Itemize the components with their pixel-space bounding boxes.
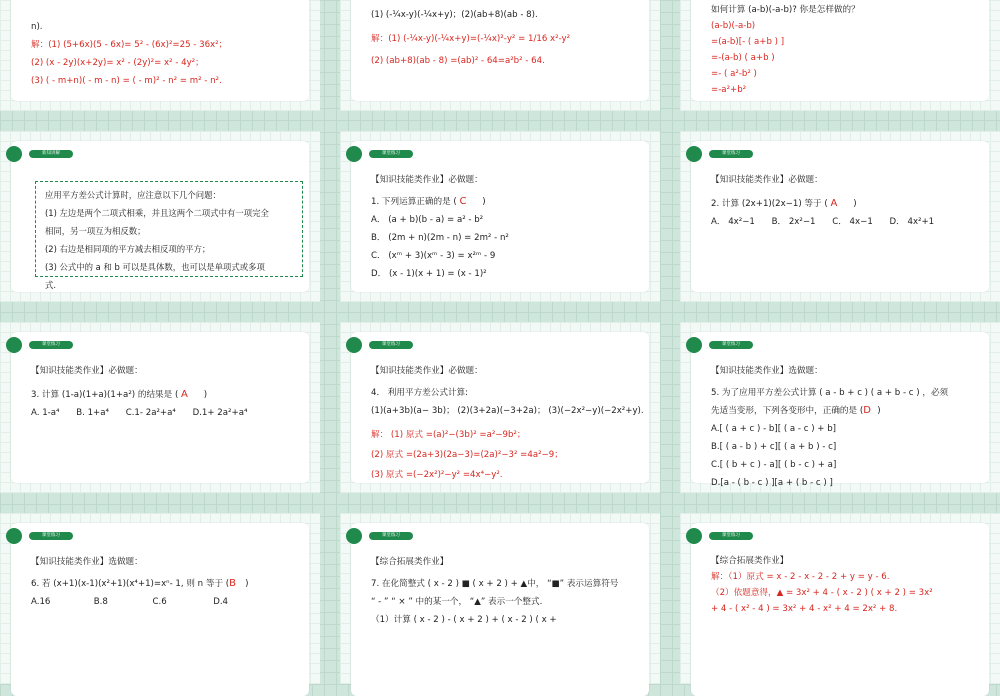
slide-thumbnail-10[interactable] bbox=[0, 513, 320, 684]
section-tag: 新知讲解 bbox=[29, 150, 73, 158]
bullet-circle-icon bbox=[686, 528, 702, 544]
slide-thumbnail-2[interactable] bbox=[340, 0, 660, 111]
slide-card bbox=[351, 0, 649, 101]
slide-thumbnail-9[interactable] bbox=[680, 322, 1000, 493]
slide-text: (1) (-¼x-y)(-¼x+y)；(2)(ab+8)(ab - 8). 解：(1) (-¼x-y)(-¼x+y)=(-¼x)²-y² = 1/16 x²-y² (2) (ab+8)(ab - 8) =(ab)² - 64=a²b² - 64. bbox=[371, 10, 571, 66]
slide-thumbnail-11[interactable] bbox=[340, 513, 660, 684]
slide-text: n). 解：(1) (5+6x)(5 - 6x)= 5² - (6x)²=25 - 36x²； (2) (x - 2y)(x+2y)= x² - (2y)²= x² - 4y²； (3) ( - m+n)( - m - n) = ( - m)² - n² = m² - n². bbox=[31, 22, 228, 86]
slide-card bbox=[351, 141, 649, 292]
slide-text: 如何计算 (a-b)(-a-b)? 你是怎样做的？ (a-b)(-a-b) =(a-b)[- ( a+b ) ] =-(a-b) ( a+b ) =- ( a²-b² ) =-a²+b² bbox=[711, 5, 860, 95]
bullet-circle-icon bbox=[6, 528, 22, 544]
answer-text: B bbox=[229, 578, 237, 589]
slide-text: 【知识技能类作业】必做题： 2. 计算 (2x+1)(2x−1) 等于 ( A ) A． 4x²−1 B． 2x²−1 C． 4x−1 D． 4x²+1 bbox=[711, 175, 935, 227]
section-tag: 课堂练习 bbox=[29, 341, 73, 349]
section-tag: 课堂练习 bbox=[709, 150, 753, 158]
bullet-circle-icon bbox=[346, 528, 362, 544]
answer-text: C bbox=[459, 196, 467, 207]
slide-text: 【知识技能类作业】选做题： 6. 若 (x+1)(x-1)(x²+1)(x⁴+1)=xⁿ- 1, 则 n 等于 (B ) A.16 B.8 C.6 D.4 bbox=[31, 557, 249, 607]
slide-card bbox=[691, 523, 989, 696]
slide-card bbox=[11, 141, 309, 292]
slide-thumbnail-8[interactable] bbox=[340, 322, 660, 493]
slide-card bbox=[691, 332, 989, 488]
slide-thumbnail-4[interactable] bbox=[0, 131, 320, 302]
section-tag: 课堂练习 bbox=[709, 341, 753, 349]
bullet-circle-icon bbox=[346, 337, 362, 353]
answer-text: D bbox=[863, 405, 871, 416]
bullet-circle-icon bbox=[6, 146, 22, 162]
slide-thumbnail-3[interactable] bbox=[680, 0, 1000, 111]
section-tag: 课堂练习 bbox=[369, 532, 413, 540]
slide-card bbox=[351, 523, 649, 696]
slide-text: 【综合拓展类作业】 解：（1）原式 = x - 2 - x - 2 - 2 + y = y - 6. （2）依题意得，▲ = 3x² + 4 - ( x - 2 ) ( x + 2 ) = 3x² + 4 - ( x² - 4 ) = 3x² + 4 - x² + 4 = 2x² + 8. bbox=[711, 556, 933, 614]
bullet-circle-icon bbox=[686, 337, 702, 353]
slide-thumbnail-6[interactable] bbox=[680, 131, 1000, 302]
slide-text: 【知识技能类作业】必做题： 3. 计算 (1-a)(1+a)(1+a²) 的结果是 ( A ) A. 1-a⁴ B. 1+a⁴ C.1- 2a²+a⁴ D.1+ 2a²+a⁴ bbox=[31, 366, 248, 418]
slide-thumbnail-12[interactable] bbox=[680, 513, 1000, 684]
notes-box: 应用平方差公式计算时，应注意以下几个问题： (1) 左边是两个二项式相乘，并且这两个二项式中有一项完全 相同，另一项互为相反数； (2) 右边是相同项的平方减去相反项的平方； (3) 公式中的 a 和 b 可以是具体数，也可以是单项式或多项 式. bbox=[35, 181, 303, 277]
slide-text: 【知识技能类作业】必做题： 4． 利用平方差公式计算: (1)(a+3b)(a− 3b)； (2)(3+2a)(−3+2a)； (3)(−2x²−y)(−2x²+y). 解： (1) 原式 =(a)²−(3b)² =a²−9b²； (2) 原式 =(2a+3)(2a−3)=(2a)²−3² =4a²−9； (3) 原式 =(−2x²)²−y² =4x⁴−y². bbox=[371, 366, 644, 480]
slide-text: 【综合拓展类作业】 7. 在化简整式 ( x - 2 ) ■ ( x + 2 ) + ▲中， “■” 表示运算符号 “ - ” “ × ” 中的某一个， “▲” 表示一个整式. （1）计算 ( x - 2 ) - ( x + 2 ) + ( x - 2 ) ( x + bbox=[371, 557, 619, 625]
section-tag: 课堂练习 bbox=[709, 532, 753, 540]
slide-thumbnail-1[interactable] bbox=[0, 0, 320, 111]
bullet-circle-icon bbox=[6, 337, 22, 353]
slide-text: 【知识技能类作业】必做题： 1. 下列运算正确的是 ( C ) A． (a + b)(b - a) = a² - b² B． (2m + n)(2m - n) = 2m² - n² C． (xᵐ + 3)(xᵐ - 3) = x²ᵐ - 9 D． (x - 1)(x + 1) = (x - 1)² bbox=[371, 175, 509, 279]
section-tag: 课堂练习 bbox=[369, 150, 413, 158]
slide-text: 【知识技能类作业】选做题： 5. 为了应用平方差公式计算 ( a - b + c ) ( a + b - c ) ，必须 先适当变形，下列各变形中，正确的是 (D ) A.[ ( a + c ) - b][ ( a - c ) + b] B.[ ( a - b ) + c][ ( a + b ) - c] C.[ ( b + c ) - a][ ( b - c ) + a] D.[a - ( b - c ) ][a + ( b - c ) ] bbox=[711, 366, 949, 488]
answer-text: A bbox=[830, 198, 838, 209]
slide-card bbox=[11, 332, 309, 483]
answer-text: A bbox=[181, 389, 188, 400]
bullet-circle-icon bbox=[346, 146, 362, 162]
slide-card bbox=[351, 332, 649, 483]
slide-card bbox=[691, 141, 989, 292]
slide-card bbox=[11, 523, 309, 696]
slide-card bbox=[691, 0, 989, 101]
section-tag: 课堂练习 bbox=[369, 341, 413, 349]
slide-thumbnail-7[interactable] bbox=[0, 322, 320, 493]
slide-card bbox=[11, 0, 309, 101]
bullet-circle-icon bbox=[686, 146, 702, 162]
slide-thumbnail-5[interactable] bbox=[340, 131, 660, 302]
section-tag: 课堂练习 bbox=[29, 532, 73, 540]
